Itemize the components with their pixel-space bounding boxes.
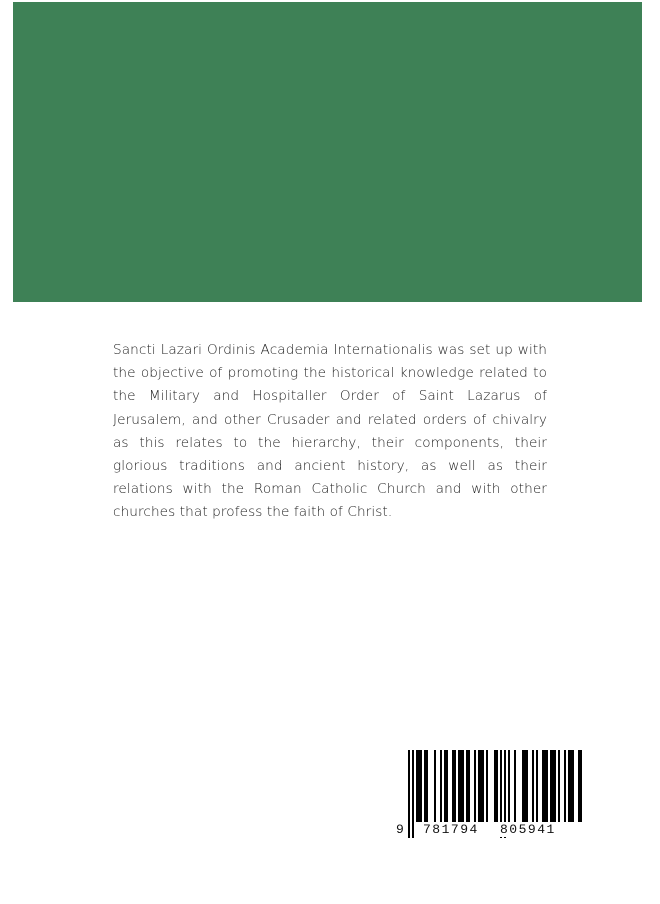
cover-color-band	[13, 2, 642, 302]
barcode-bar	[580, 750, 582, 822]
back-cover-description: Sancti Lazari Ordinis Academia Internationalis was set up with the objective of promoting the historical knowledge related to the Military and Hospitaller Order of Saint Lazarus of Jerusalem, and other Crusader and related orders of chivalry as this relates to the hierarchy, their components, their glorious traditions and ancient history, as well as their relations with the Roman Catholic Church and with other churches that profess the faith of Christ.	[113, 342, 547, 521]
barcode-bar	[482, 750, 484, 822]
barcode-bar	[462, 750, 464, 822]
barcode-bar	[526, 750, 528, 822]
barcode-bar	[440, 750, 442, 822]
barcode-bar	[572, 750, 574, 822]
barcode-bar	[434, 750, 436, 822]
barcode-bar	[536, 750, 538, 822]
barcode-bar	[554, 750, 556, 822]
barcode-bar	[474, 750, 476, 822]
barcode-bar	[420, 750, 422, 822]
barcode-bar	[446, 750, 448, 822]
barcode-bar	[578, 750, 580, 822]
barcode-bar	[460, 750, 462, 822]
barcode-lead-digit: 9	[396, 822, 406, 837]
barcode-bar	[544, 750, 546, 822]
barcode-bar	[514, 750, 516, 822]
barcode-left-digits: 781794	[423, 822, 479, 837]
barcode-bar	[458, 750, 460, 822]
barcode-bar	[494, 750, 496, 822]
barcode-bar	[552, 750, 554, 822]
barcode-bar	[550, 750, 552, 822]
barcode-bar	[558, 750, 560, 822]
barcode-bar	[542, 750, 544, 822]
barcode-bar	[454, 750, 456, 822]
isbn-barcode	[394, 748, 586, 840]
barcode-bar	[546, 750, 548, 822]
barcode-bar	[444, 750, 446, 822]
barcode-bar	[466, 750, 468, 822]
barcode-bar	[570, 750, 572, 822]
barcode-guard-bar	[408, 750, 410, 838]
barcode-bar	[564, 750, 566, 822]
barcode-bar	[524, 750, 526, 822]
barcode-bar	[496, 750, 498, 822]
barcode-bar	[424, 750, 426, 822]
barcode-bar	[418, 750, 420, 822]
barcode-guard-bar	[412, 750, 414, 838]
barcode-bar	[478, 750, 480, 822]
barcode-bar	[468, 750, 470, 822]
barcode-bar	[416, 750, 418, 822]
barcode-bar	[486, 750, 488, 822]
barcode-bar	[508, 750, 510, 822]
barcode-right-digits: 805941	[500, 822, 556, 837]
barcode-bar	[568, 750, 570, 822]
barcode-bar	[426, 750, 428, 822]
barcode-bar	[522, 750, 524, 822]
barcode-bar	[480, 750, 482, 822]
barcode-bar	[532, 750, 534, 822]
barcode-bar	[452, 750, 454, 822]
